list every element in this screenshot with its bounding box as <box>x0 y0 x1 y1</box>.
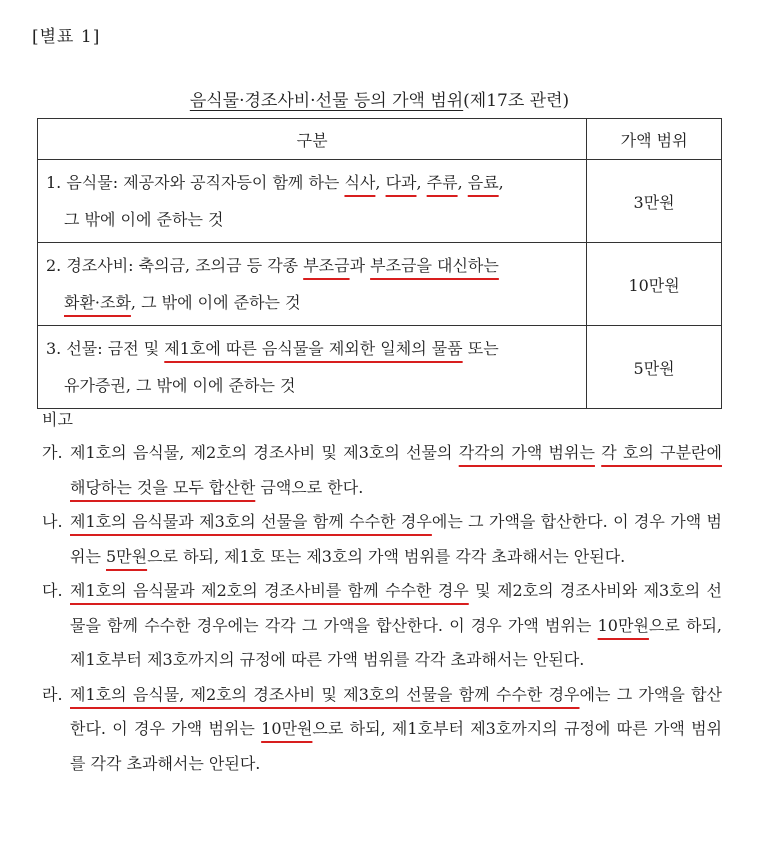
remark-item <box>42 574 722 678</box>
text: , 그 밖에 이에 준하는 것 <box>130 293 301 312</box>
underlined-text: 10만원 <box>261 719 313 738</box>
underlined-text: 5만원 <box>106 546 148 566</box>
text: 또는 <box>462 339 499 358</box>
text: 금액으로 한다. <box>255 477 364 497</box>
text: 과 <box>349 256 371 275</box>
text: 제1호의 음식물, 제2호의 경조사비 및 제3호의 선물의 <box>70 443 459 462</box>
text: 2. 경조사비: 축의금, 조의금 등 각종 <box>46 256 304 275</box>
table-row-gift <box>38 326 722 409</box>
underlined-text: 다과 <box>385 173 417 192</box>
row-amount: 5만원 <box>587 326 722 409</box>
underlined-text: 제1호의 음식물과 제2호의 경조사비를 함께 수수한 경우 <box>70 581 469 600</box>
header-price-range: 가액 범위 <box>587 119 722 160</box>
table-header-row <box>38 119 722 160</box>
text: , <box>498 173 504 192</box>
underlined-text: 제1호의 음식물과 제3호의 선물을 함께 수수한 경우 <box>70 512 432 531</box>
text: 으로 하되, 제1호 또는 제3호의 가액 범위를 각각 초과해서는 안된다. <box>147 546 626 566</box>
text: 1. 음식물: 제공자와 공직자등이 함께 하는 <box>46 173 345 192</box>
annex-label: [별표 1] <box>32 27 101 47</box>
row-description <box>38 160 587 243</box>
remark-marker: 나. <box>42 512 63 531</box>
text: , <box>457 173 468 192</box>
underlined-text: 각각의 가액 범위는 <box>458 443 595 462</box>
table-row-food <box>38 160 722 243</box>
remarks-heading: 비고 <box>42 410 73 429</box>
row-amount: 3만원 <box>587 160 722 243</box>
remark-item <box>42 505 722 574</box>
row-line: 그 밖에 이에 준하는 것 <box>64 210 224 229</box>
remark-marker: 다. <box>42 581 63 600</box>
text: , <box>416 173 427 192</box>
row-line <box>46 330 578 367</box>
table-row-congratulatory <box>38 243 722 326</box>
remark-marker: 라. <box>42 684 63 704</box>
title-main: 음식물·경조사비·선물 등의 가액 범위 <box>189 91 464 111</box>
underlined-text: 각 호의 구분란에 해당하는 것을 모두 합산한 <box>70 443 722 497</box>
underlined-text: 식사 <box>344 173 376 192</box>
remark-item <box>42 436 722 505</box>
text: , <box>375 173 386 192</box>
row-description <box>38 326 587 409</box>
underlined-text: 음료 <box>467 173 499 192</box>
underlined-text: 10만원 <box>597 615 649 635</box>
underlined-text: 부조금 <box>303 256 350 275</box>
underlined-text: 주류 <box>426 173 458 192</box>
text: 및 제2호의 경조사비와 제3호의 선물을 함께 수수한 경우에는 각각 그 가액을 합산한다. 이 경우 가액 범위는 <box>70 581 722 635</box>
row-description <box>38 243 587 326</box>
price-range-table <box>37 118 722 409</box>
underlined-text: 제1호의 음식물, 제2호의 경조사비 및 제3호의 선물을 함께 수수한 경우 <box>70 684 580 704</box>
remark-item <box>42 678 722 782</box>
row-line <box>46 284 578 321</box>
header-category: 구분 <box>38 119 587 160</box>
row-line <box>46 164 578 201</box>
row-amount: 10만원 <box>587 243 722 326</box>
text: 에는 그 가액을 합산한다. 이 경우 가액 범위는 <box>70 684 722 738</box>
underlined-text: 화환·조화 <box>64 293 131 312</box>
title-reference: (제17조 관련) <box>463 91 570 111</box>
text: 3. 선물: 금전 및 <box>46 339 165 358</box>
underlined-text: 제1호에 따른 음식물을 제외한 일체의 물품 <box>164 339 463 358</box>
text: 으로 하되, 제1호부터 제3호까지의 규정에 따른 가액 범위를 각각 초과해서는 안된다. <box>70 719 722 773</box>
text: 으로 하되, 제1호부터 제3호까지의 규정에 따른 가액 범위를 각각 초과해서는 안된다. <box>70 615 723 669</box>
row-line: 유가증권, 그 밖에 이에 준하는 것 <box>64 376 296 395</box>
text: 에는 그 가액을 합산한다. 이 경우 가액 범위는 <box>70 512 723 566</box>
document-title <box>0 86 759 111</box>
remarks-section <box>42 404 722 781</box>
row-line <box>46 247 578 284</box>
underlined-text: 부조금을 대신하는 <box>370 256 499 275</box>
remark-marker: 가. <box>42 443 63 462</box>
